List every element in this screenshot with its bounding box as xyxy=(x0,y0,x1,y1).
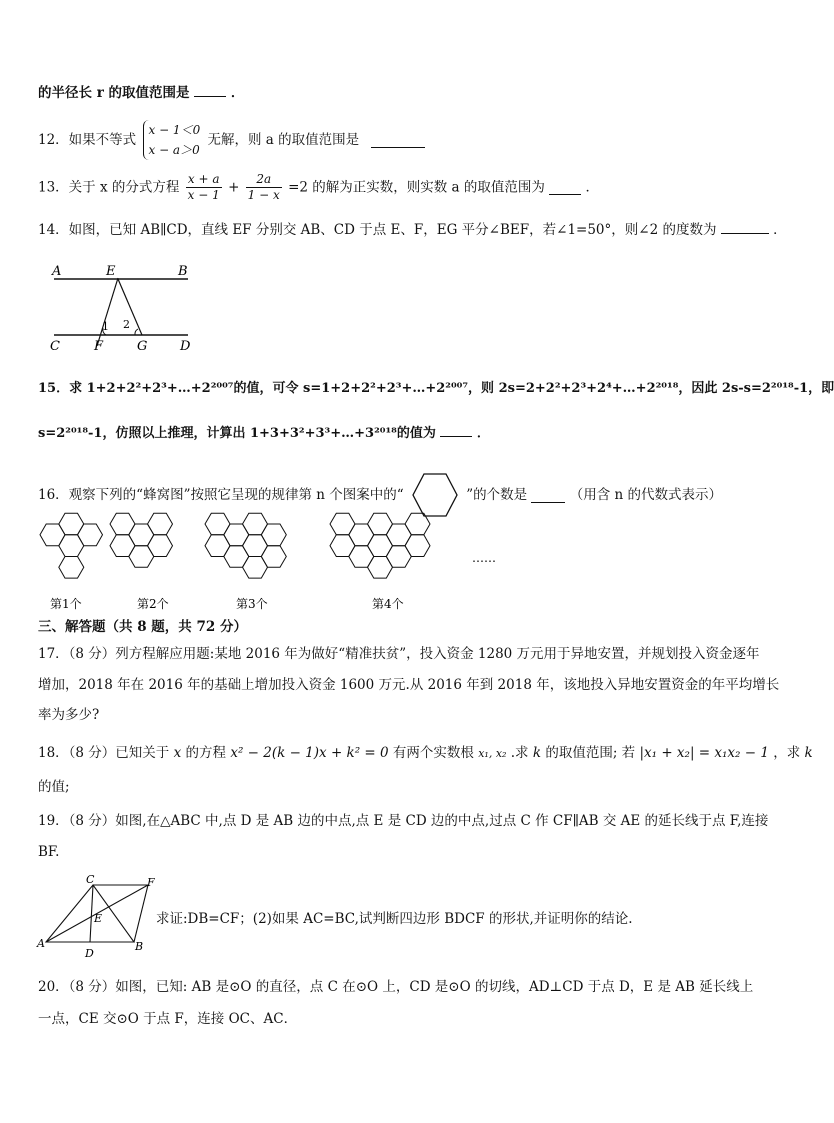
q11-tail xyxy=(38,82,244,102)
answer-blank xyxy=(371,133,425,148)
label-c: C xyxy=(86,873,95,886)
hexagon-cell xyxy=(148,535,173,557)
label-angle-2: 2 xyxy=(123,318,130,331)
q13 xyxy=(38,172,599,203)
q18-var-k-2: k xyxy=(804,745,813,761)
inequality-2: x − a＞0 xyxy=(148,143,200,157)
hexagon-cell xyxy=(349,546,374,568)
plus-sign: + xyxy=(228,179,240,196)
hexagon-cell xyxy=(205,535,230,557)
caption-2: 第2个 xyxy=(137,597,169,611)
fraction-2 xyxy=(246,172,282,203)
label-d: D xyxy=(85,947,94,960)
label-angle-1: 1 xyxy=(102,320,109,333)
hexagon-cell xyxy=(243,513,268,535)
q19-line-3: 求证:DB=CF；(2)如果 AC=BC,试判断四边形 BDCF 的形状,并证明你的结论. xyxy=(156,911,633,927)
hexagon-cell xyxy=(129,546,154,568)
q19-line-1: 19．（8 分）如图,在△ABC 中,点 D 是 AB 边的中点,点 E 是 CD 边的中点,过点 C 作 CF∥AB 交 AE 的延长线于点 F,连接 xyxy=(38,813,769,829)
q13-end: ． xyxy=(585,179,599,196)
inequality-1: x − 1＜0 xyxy=(148,123,201,137)
hexagon-cell xyxy=(368,557,393,579)
hexagon-cell xyxy=(205,513,230,535)
answer-blank xyxy=(549,180,581,195)
label-f: F xyxy=(147,876,155,889)
fraction-2-denominator: 1 − x xyxy=(247,188,280,202)
answer-blank xyxy=(721,219,769,234)
hexagon-cell xyxy=(78,524,103,546)
hexagon-cell xyxy=(243,535,268,557)
answer-blank xyxy=(194,82,226,97)
q18-d: 有两个实数根 xyxy=(392,745,474,761)
q15-line-2-text: s=2²⁰¹⁸-1，仿照以上推理，计算出 1+3+3²+3³+…+3²⁰¹⁸的值为 xyxy=(38,426,436,441)
hexagon-cell xyxy=(368,535,393,557)
fraction-2-numerator: 2a xyxy=(246,172,282,188)
segment-eg xyxy=(118,279,142,335)
hexagon-cell xyxy=(386,524,411,546)
q19-line-2: BF. xyxy=(38,844,60,860)
q14-end: ． xyxy=(773,222,787,238)
label-b: B xyxy=(178,264,188,279)
parallel-lines-figure xyxy=(40,258,200,354)
q12 xyxy=(38,120,425,160)
inequality-system xyxy=(143,120,200,160)
ellipsis: …… xyxy=(472,551,496,565)
q18-roots: x₁, x₂ xyxy=(478,747,507,760)
label-f: F xyxy=(94,339,104,354)
hexagon-cell xyxy=(330,513,355,535)
caption-1: 第1个 xyxy=(50,597,82,611)
q15-line-2 xyxy=(38,422,490,443)
section-title: 三、解答题（共 8 题，共 72 分） xyxy=(38,619,247,635)
hexagon-cell xyxy=(243,557,268,579)
line-ef xyxy=(97,278,118,346)
q18-var-x: x xyxy=(173,745,182,761)
hexagon-cell xyxy=(386,546,411,568)
fraction-1-denominator: x − 1 xyxy=(187,188,220,202)
hexagon-cell xyxy=(110,513,135,535)
q12-suffix: 无解，则 a 的取值范围是 xyxy=(207,132,360,148)
caption-4: 第4个 xyxy=(372,597,404,611)
hexagon-cell xyxy=(368,513,393,535)
q11-text: 的半径长 r 的取值范围是 xyxy=(38,85,190,101)
answer-blank xyxy=(531,488,565,503)
hexagon-cell xyxy=(405,513,430,535)
triangle-figure xyxy=(36,874,160,960)
label-e: E xyxy=(94,912,103,925)
label-b: B xyxy=(135,940,144,953)
q15-line-1: 15．求 1+2+2²+2³+…+2²⁰⁰⁷的值，可令 s=1+2+2²+2³+…+2²⁰⁰⁷，则 2s=2+2²+2³+2⁴+…+2²⁰¹⁸，因此 2s-s=2²⁰¹⁸-1，即 xyxy=(38,381,834,396)
fraction-1-numerator: x + a xyxy=(186,172,222,188)
q16-suffix: ”的个数是 xyxy=(466,487,528,503)
segment-cd xyxy=(90,885,93,942)
label-g: G xyxy=(137,339,148,354)
hexagon-cell xyxy=(330,535,355,557)
q14 xyxy=(38,219,787,239)
hexagon-cell xyxy=(405,535,430,557)
hexagon-cell xyxy=(40,524,65,546)
q13-prefix: 13．关于 x 的分式方程 xyxy=(38,179,180,196)
q17-line-1: 17．（8 分）列方程解应用题:某地 2016 年为做好“精准扶贫”，投入资金 1280 万元用于异地安置，并规划投入资金逐年 xyxy=(38,646,760,662)
q11-end: ． xyxy=(230,85,245,101)
q16-prefix: 16．观察下列的“蜂窝图”按照它呈现的规律第 n 个图案中的“ xyxy=(38,487,404,503)
hexagon-cell xyxy=(148,513,173,535)
q14-text: 14．如图，已知 AB∥CD，直线 EF 分别交 AB、CD 于点 E、F，EG 平分∠BEF，若∠1=50°，则∠2 的度数为 xyxy=(38,222,717,238)
hexagon-cell xyxy=(261,524,286,546)
segment-bf xyxy=(134,885,148,942)
hexagon-cell xyxy=(349,524,374,546)
q12-prefix: 12．如果不等式 xyxy=(38,132,137,148)
q17-line-3: 率为多少? xyxy=(38,707,100,723)
q18-line-1 xyxy=(38,744,813,763)
label-e: E xyxy=(106,264,116,279)
q16-tail: （用含 n 的代数式表示） xyxy=(569,487,723,503)
q13-suffix: =2 的解为正实数，则实数 a 的取值范围为 xyxy=(288,179,545,196)
hexagon-cell xyxy=(224,524,249,546)
q18-a: 18．（8 分）已知关于 xyxy=(38,745,170,761)
q18-condition: |x₁ + x₂| = x₁x₂ − 1 xyxy=(639,745,769,761)
honeycomb-figure xyxy=(30,510,530,614)
label-d: D xyxy=(180,339,191,354)
angle-2-arc xyxy=(135,329,138,335)
hexagon-cell xyxy=(59,557,84,579)
label-c: C xyxy=(50,339,60,354)
hexagon-cell xyxy=(59,535,84,557)
q18-equation: x² − 2(k − 1)x + k² = 0 xyxy=(230,745,389,761)
hexagon-cell xyxy=(261,546,286,568)
q18-var-k: k xyxy=(532,745,542,761)
q18-line-2: 的值; xyxy=(38,779,70,795)
q20-line-2: 一点，CE 交⊙O 于点 F，连接 OC、AC． xyxy=(38,1011,298,1027)
label-a: A xyxy=(37,937,45,950)
q15-end: ． xyxy=(476,426,490,441)
hexagon-cell xyxy=(110,535,135,557)
q17-line-2: 增加，2018 年在 2016 年的基础上增加投入资金 1600 万元.从 2016 年到 2018 年，该地投入异地安置资金的年平均增长 xyxy=(38,677,780,693)
q18-c: 的方程 xyxy=(185,745,227,761)
hexagon-cell xyxy=(224,546,249,568)
q20-line-1: 20．（8 分）如图，已知: AB 是⊙O 的直径，点 C 在⊙O 上，CD 是⊙O 的切线，AD⊥CD 于点 D，E 是 AB 延长线上 xyxy=(38,979,754,995)
answer-blank xyxy=(440,422,472,437)
q18-e: .求 xyxy=(510,745,529,761)
caption-3: 第3个 xyxy=(236,597,268,611)
q18-g: ，求 xyxy=(773,745,801,761)
label-a: A xyxy=(52,264,62,279)
q18-f: 的取值范围; 若 xyxy=(545,745,636,761)
fraction-1 xyxy=(186,172,222,203)
